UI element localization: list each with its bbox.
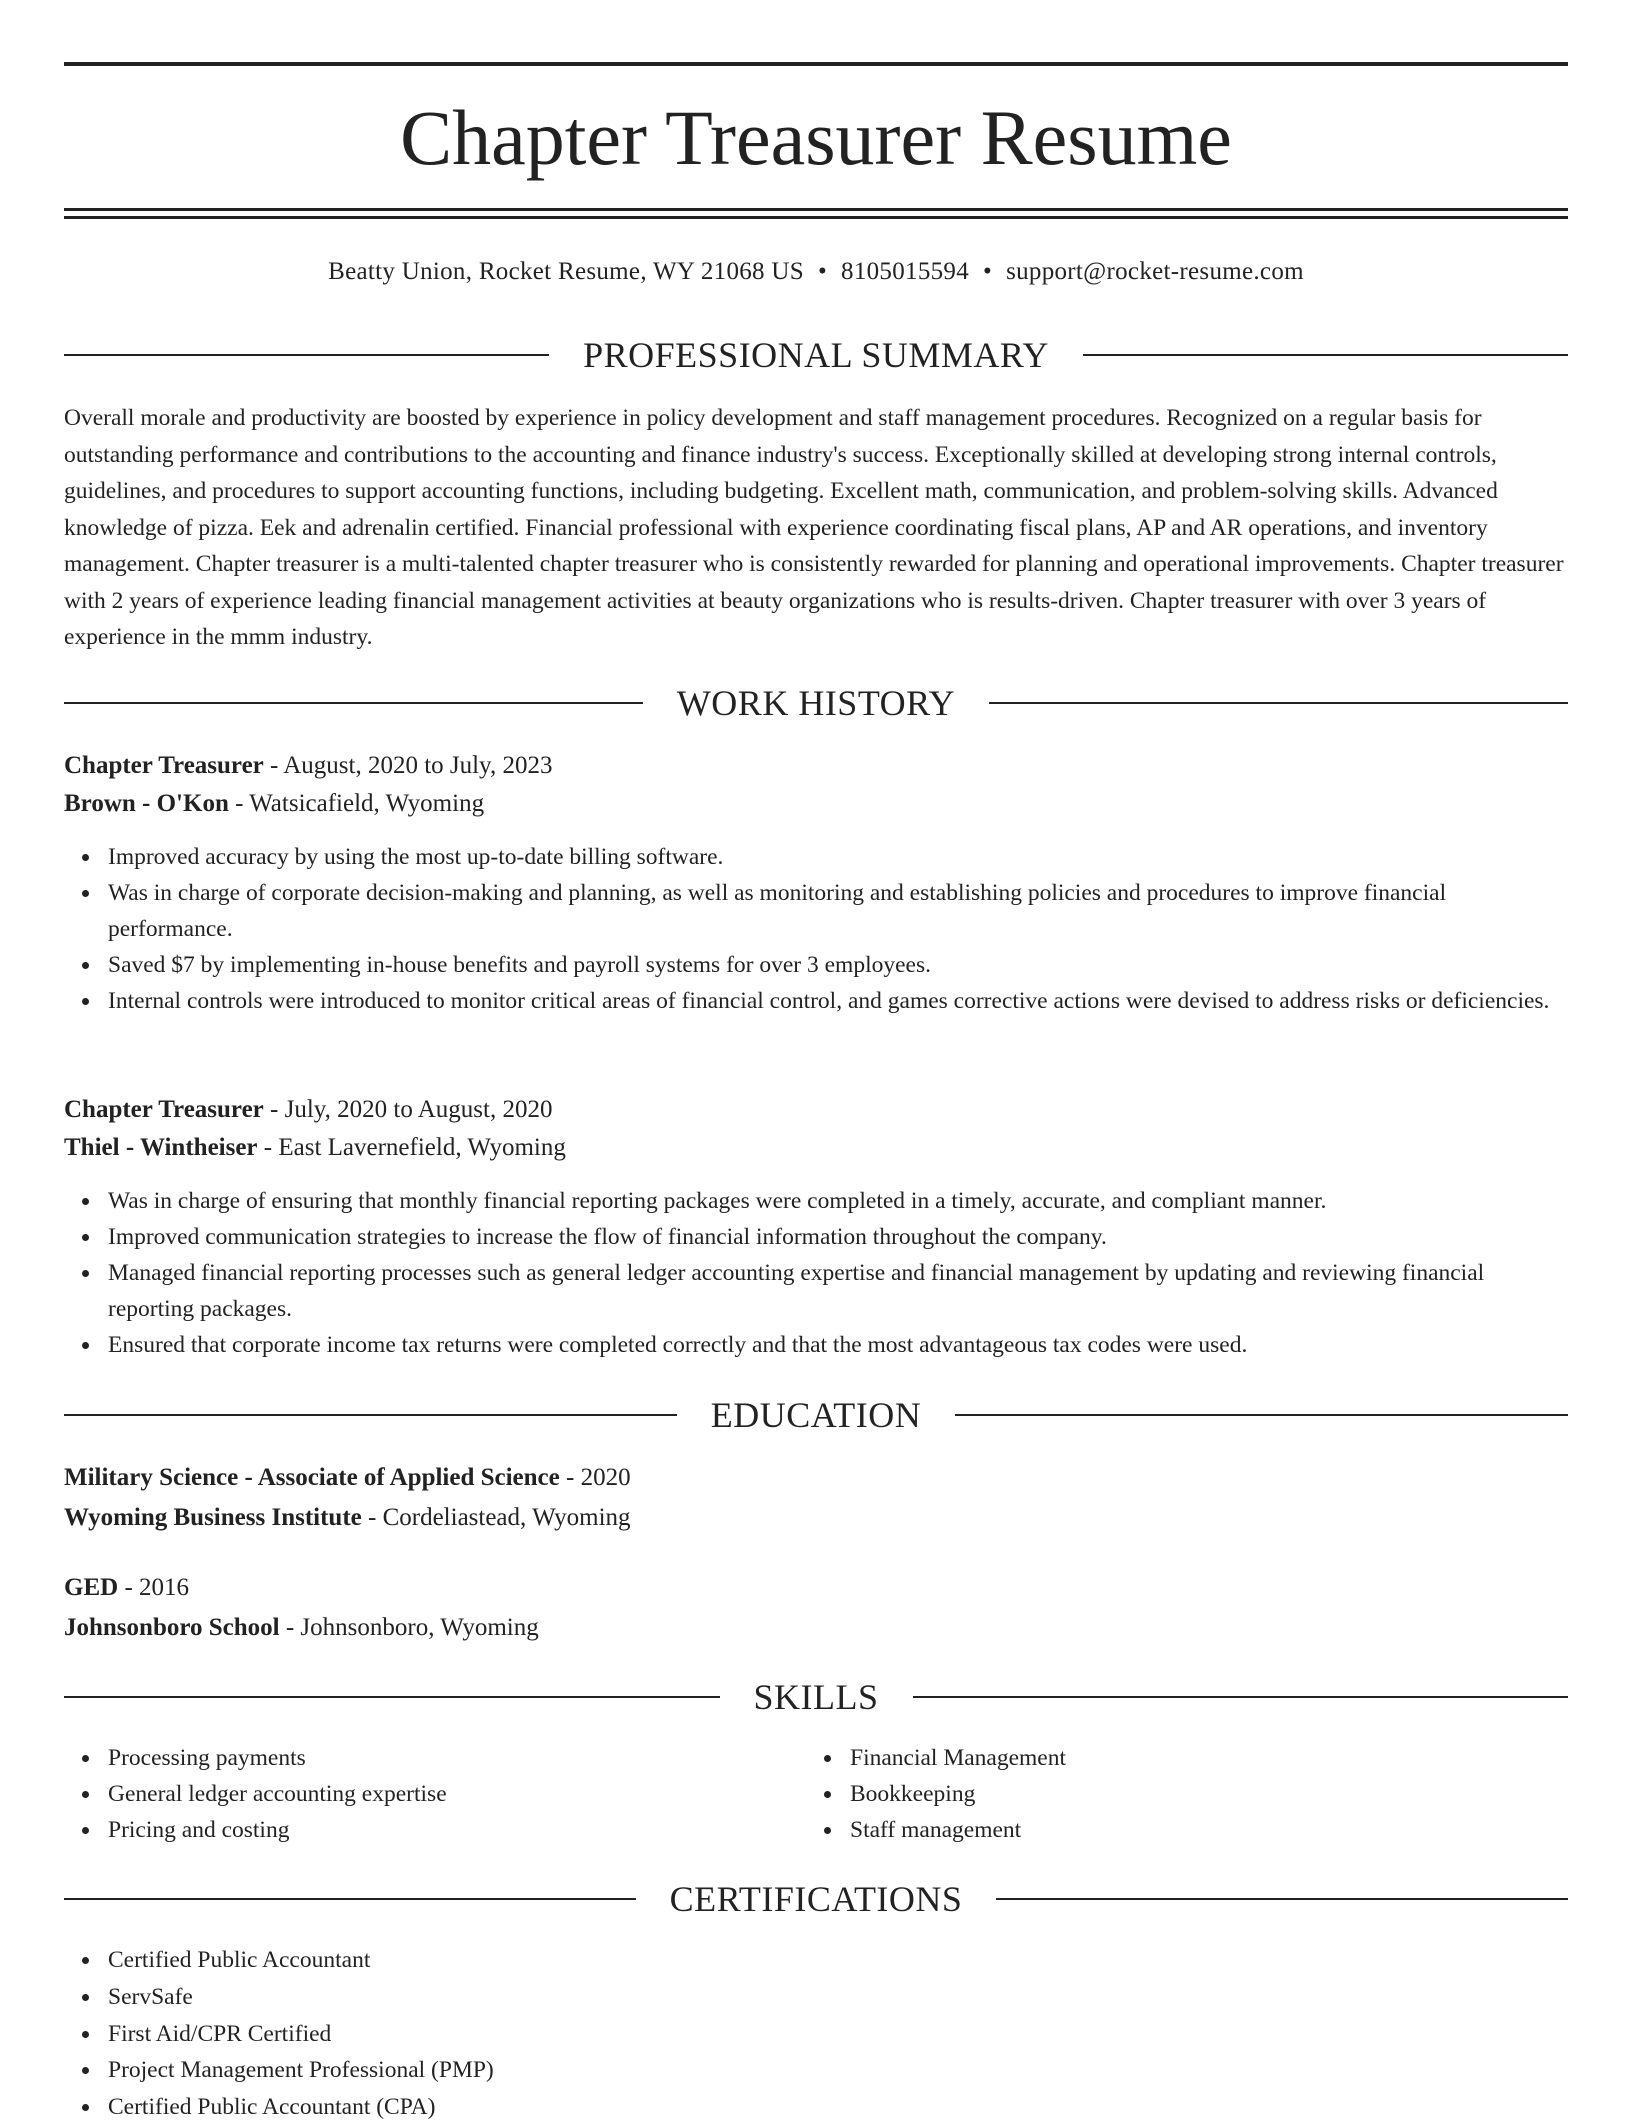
education-year: - 2016 xyxy=(124,1574,190,1601)
list-item: ServSafe xyxy=(108,1979,1568,2016)
skills-column-left xyxy=(64,1740,764,1848)
job-dates: - July, 2020 to August, 2020 xyxy=(270,1096,553,1123)
education-school: Wyoming Business Institute xyxy=(64,1504,362,1531)
skills-column-right xyxy=(806,1740,1506,1848)
list-item: Certified Public Accountant xyxy=(108,1942,1568,1979)
education-year: - 2020 xyxy=(566,1464,631,1491)
heading-rule xyxy=(64,1696,720,1698)
heading-rule xyxy=(64,1898,636,1900)
education-entry xyxy=(64,1569,1568,1647)
top-rule xyxy=(64,62,1568,66)
job-entry xyxy=(64,747,1568,1019)
list-item: Internal controls were introduced to monitor critical areas of financial control, and games corrective actions were devised to address risks or deficiencies. xyxy=(108,983,1568,1019)
contact-separator: • xyxy=(817,258,828,285)
job-title: Chapter Treasurer xyxy=(64,1096,264,1123)
job-company: Thiel - Wintheiser xyxy=(64,1134,258,1161)
contact-address: Beatty Union, Rocket Resume, WY 21068 US xyxy=(328,258,804,285)
list-item: Was in charge of corporate decision-making and planning, as well as monitoring and establishing policies and procedures to improve financial performance. xyxy=(108,875,1568,947)
section-title: PROFESSIONAL SUMMARY xyxy=(583,335,1049,375)
list-item: Managed financial reporting processes such as general ledger accounting expertise and financial management by updating and reviewing financial reporting packages. xyxy=(108,1255,1568,1327)
section-heading-skills xyxy=(64,1675,1568,1719)
education-entry xyxy=(64,1459,1568,1537)
section-title: WORK HISTORY xyxy=(676,683,956,723)
section-title: CERTIFICATIONS xyxy=(669,1879,963,1919)
heading-rule xyxy=(955,1414,1568,1416)
heading-rule xyxy=(64,1414,677,1416)
education-location: - Johnsonboro, Wyoming xyxy=(285,1614,539,1641)
heading-rule xyxy=(913,1696,1569,1698)
list-item: Staff management xyxy=(850,1812,1506,1848)
education-school: Johnsonboro School xyxy=(64,1614,280,1641)
contact-line xyxy=(64,254,1568,290)
skills-list xyxy=(806,1740,1506,1848)
list-item: Pricing and costing xyxy=(108,1812,764,1848)
job-company: Brown - O'Kon xyxy=(64,790,229,817)
education-location: - Cordeliastead, Wyoming xyxy=(368,1504,631,1531)
list-item: Bookkeeping xyxy=(850,1776,1506,1812)
job-entry xyxy=(64,1091,1568,1363)
section-heading-summary xyxy=(64,333,1568,377)
job-dates: - August, 2020 to July, 2023 xyxy=(270,752,553,779)
heading-rule xyxy=(996,1898,1568,1900)
section-heading-certifications xyxy=(64,1877,1568,1921)
job-location: - Watsicafield, Wyoming xyxy=(235,790,485,817)
summary-text: Overall morale and productivity are boosted by experience in policy development and staff management procedures. Recognized on a regular basis for outstanding performance and contributions to the accounting and finance industry's success. Exceptionally skilled at developing strong internal controls, guidelines, and procedures to support accounting functions, including budgeting. Excellent math, communication, and problem-solving skills. Advanced knowledge of pizza. Eek and adrenalin certified. Financial professional with experience coordinating fiscal plans, AP and AR operations, and inventory management. Chapter treasurer is a multi-talented chapter treasurer who is consistently rewarded for planning and operational improvements. Chapter treasurer with 2 years of experience leading financial management activities at beauty organizations who is results-driven. Chapter treasurer with over 3 years of experience in the mmm industry. xyxy=(64,405,1564,650)
job-location: - East Lavernefield, Wyoming xyxy=(263,1134,566,1161)
job-title: Chapter Treasurer xyxy=(64,752,264,779)
contact-separator: • xyxy=(983,258,993,285)
list-item: Ensured that corporate income tax returns were completed correctly and that the most advantageous tax codes were used. xyxy=(108,1327,1568,1363)
list-item: Was in charge of ensuring that monthly financial reporting packages were completed in a timely, accurate, and compliant manner. xyxy=(108,1183,1568,1219)
certifications-bullets xyxy=(64,1942,1568,2126)
job-bullets xyxy=(64,839,1568,1019)
list-item: First Aid/CPR Certified xyxy=(108,2016,1568,2053)
heading-rule xyxy=(64,354,549,356)
list-item: Financial Management xyxy=(850,1740,1506,1776)
heading-rule xyxy=(989,702,1568,704)
section-heading-education xyxy=(64,1393,1568,1437)
job-bullets xyxy=(64,1183,1568,1363)
contact-email: support@rocket-resume.com xyxy=(1006,258,1304,285)
list-item: Processing payments xyxy=(108,1740,764,1776)
section-heading-work xyxy=(64,681,1568,725)
list-item: Certified Public Accountant (CPA) xyxy=(108,2089,1568,2126)
list-item: Improved accuracy by using the most up-to-date billing software. xyxy=(108,839,1568,875)
section-title: SKILLS xyxy=(753,1677,879,1717)
page-title: Chapter Treasurer Resume xyxy=(400,94,1232,181)
education-degree: GED xyxy=(64,1574,119,1601)
education-degree: Military Science - Associate of Applied Science xyxy=(64,1464,560,1491)
skills-list xyxy=(64,1740,764,1848)
contact-phone: 8105015594 xyxy=(841,258,970,285)
title-rule-lower xyxy=(64,216,1568,219)
title-rule-upper xyxy=(64,208,1568,211)
list-item: Improved communication strategies to increase the flow of financial information throughout the company. xyxy=(108,1219,1568,1255)
list-item: Saved $7 by implementing in-house benefits and payroll systems for over 3 employees. xyxy=(108,947,1568,983)
certifications-list xyxy=(64,1942,1568,2126)
list-item: General ledger accounting expertise xyxy=(108,1776,764,1812)
heading-rule xyxy=(64,702,643,704)
section-title: EDUCATION xyxy=(710,1395,922,1435)
list-item: Project Management Professional (PMP) xyxy=(108,2052,1568,2089)
heading-rule xyxy=(1083,354,1568,356)
